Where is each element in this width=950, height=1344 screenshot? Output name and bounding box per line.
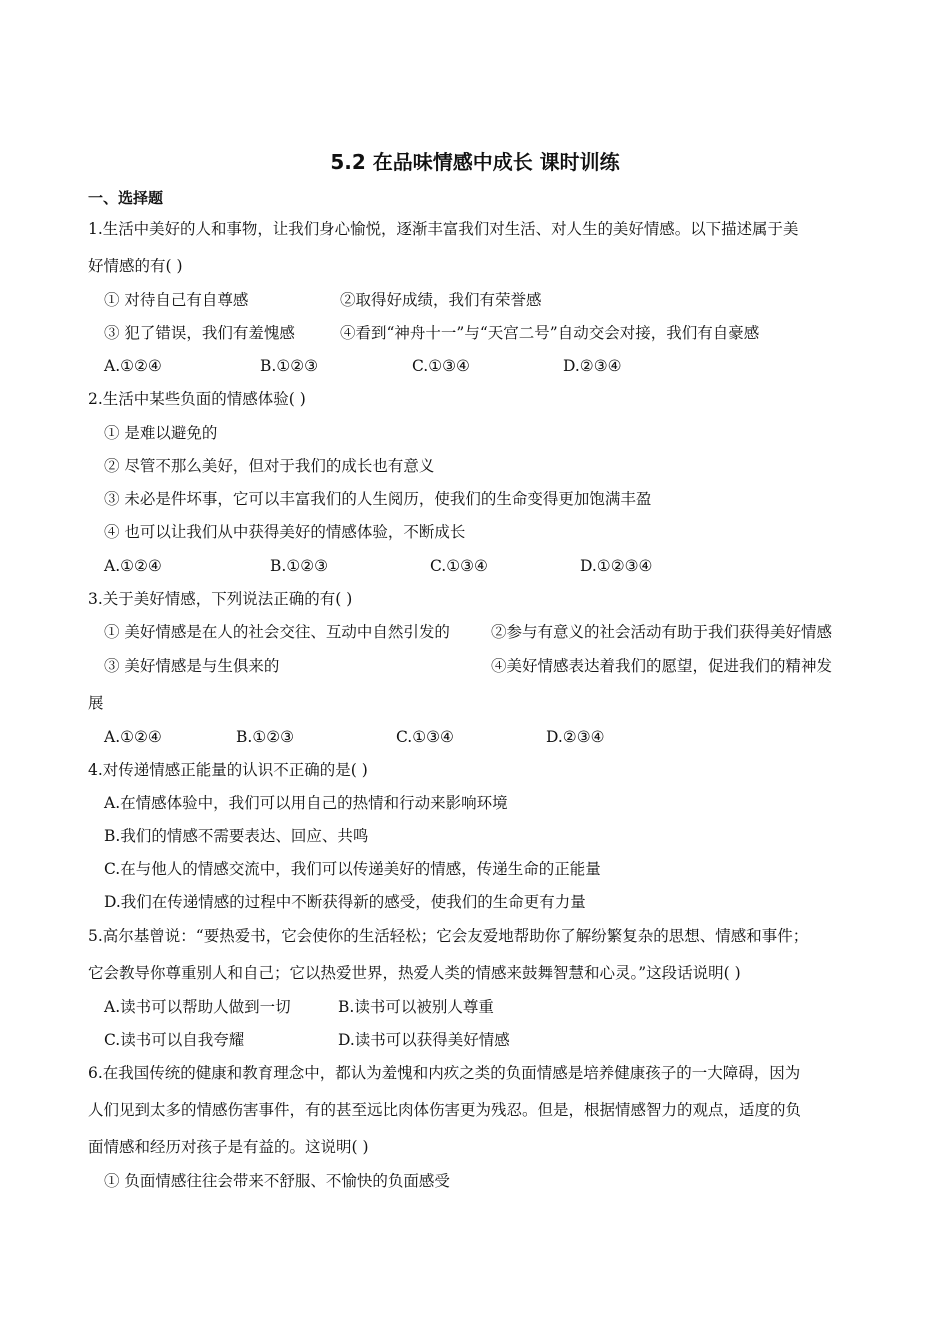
q2-option-2: ② 尽管不那么美好，但对于我们的成长也有意义 <box>104 457 435 475</box>
q2-choice-b: B.①②③ <box>270 557 329 575</box>
q1-option-2: ②取得好成绩，我们有荣誉感 <box>340 291 542 309</box>
q5-choice-c: C.读书可以自我夸耀 <box>104 1031 245 1049</box>
q5-choice-d: D.读书可以获得美好情感 <box>338 1031 510 1049</box>
q2-option-4: ④ 也可以让我们从中获得美好的情感体验，不断成长 <box>104 523 466 541</box>
q5-choice-a: A.读书可以帮助人做到一切 <box>104 998 291 1016</box>
q6-option-1: ① 负面情感往往会带来不舒服、不愉快的负面感受 <box>104 1172 450 1190</box>
q3-option-3: ③ 美好情感是与生俱来的 <box>104 657 280 675</box>
q3-choice-a: A.①②④ <box>104 728 162 746</box>
q6-stem-line1: 6.在我国传统的健康和教育理念中，都认为羞愧和内疚之类的负面情感是培养健康孩子的一大障碍，因为 <box>88 1064 801 1082</box>
q4-choice-d: D.我们在传递情感的过程中不断获得新的感受，使我们的生命更有力量 <box>104 893 586 911</box>
q3-option-1: ① 美好情感是在人的社会交往、互动中自然引发的 <box>104 623 450 641</box>
q5-choice-b: B.读书可以被别人尊重 <box>338 998 494 1016</box>
section-heading: 一、选择题 <box>88 189 164 207</box>
q4-stem: 4.对传递情感正能量的认识不正确的是( ) <box>88 761 368 779</box>
q3-option-4: ④美好情感表达着我们的愿望，促进我们的精神发 <box>491 657 833 675</box>
q4-choice-a: A.在情感体验中，我们可以用自己的热情和行动来影响环境 <box>104 794 508 812</box>
q3-stem: 3.关于美好情感，下列说法正确的有( ) <box>88 590 353 608</box>
q3-choice-b: B.①②③ <box>236 728 295 746</box>
q5-stem-line2: 它会教导你尊重别人和自己；它以热爱世界，热爱人类的情感来鼓舞智慧和心灵。”这段话说明( ) <box>88 964 741 982</box>
q3-choice-c: C.①③④ <box>396 728 454 746</box>
q2-choice-a: A.①②④ <box>104 557 162 575</box>
q1-choice-a: A.①②④ <box>104 357 162 375</box>
q1-option-4: ④看到“神舟十一”与“天宫二号”自动交会对接，我们有自豪感 <box>340 324 760 342</box>
q1-stem-line2: 好情感的有( ) <box>88 257 183 275</box>
q6-stem-line3: 面情感和经历对孩子是有益的。这说明( ) <box>88 1138 369 1156</box>
q1-choice-b: B.①②③ <box>260 357 319 375</box>
q2-choice-d: D.①②③④ <box>580 557 653 575</box>
q5-stem-line1: 5.高尔基曾说：“要热爱书，它会使你的生活轻松；它会友爱地帮助你了解纷繁复杂的思想、情感和事件； <box>88 927 809 945</box>
q1-choice-c: C.①③④ <box>412 357 470 375</box>
page-title: 5.2 在品味情感中成长 课时训练 <box>330 150 620 174</box>
q2-option-1: ① 是难以避免的 <box>104 424 218 442</box>
q1-option-3: ③ 犯了错误，我们有羞愧感 <box>104 324 295 342</box>
q1-option-1: ① 对待自己有自尊感 <box>104 291 249 309</box>
q4-choice-c: C.在与他人的情感交流中，我们可以传递美好的情感，传递生命的正能量 <box>104 860 601 878</box>
q2-choice-c: C.①③④ <box>430 557 488 575</box>
q6-stem-line2: 人们见到太多的情感伤害事件，有的甚至远比肉体伤害更为残忍。但是，根据情感智力的观点，适度的负 <box>88 1101 802 1119</box>
q1-stem-line1: 1.生活中美好的人和事物，让我们身心愉悦，逐渐丰富我们对生活、对人生的美好情感。以下描述属于美 <box>88 220 799 238</box>
q3-option-2: ②参与有意义的社会活动有助于我们获得美好情感 <box>491 623 833 641</box>
q2-stem: 2.生活中某些负面的情感体验( ) <box>88 390 306 408</box>
q4-choice-b: B.我们的情感不需要表达、回应、共鸣 <box>104 827 369 845</box>
q2-option-3: ③ 未必是件坏事，它可以丰富我们的人生阅历，使我们的生命变得更加饱满丰盈 <box>104 490 652 508</box>
q1-choice-d: D.②③④ <box>563 357 622 375</box>
q3-choice-d: D.②③④ <box>546 728 605 746</box>
q3-option-4-continued: 展 <box>88 694 104 712</box>
